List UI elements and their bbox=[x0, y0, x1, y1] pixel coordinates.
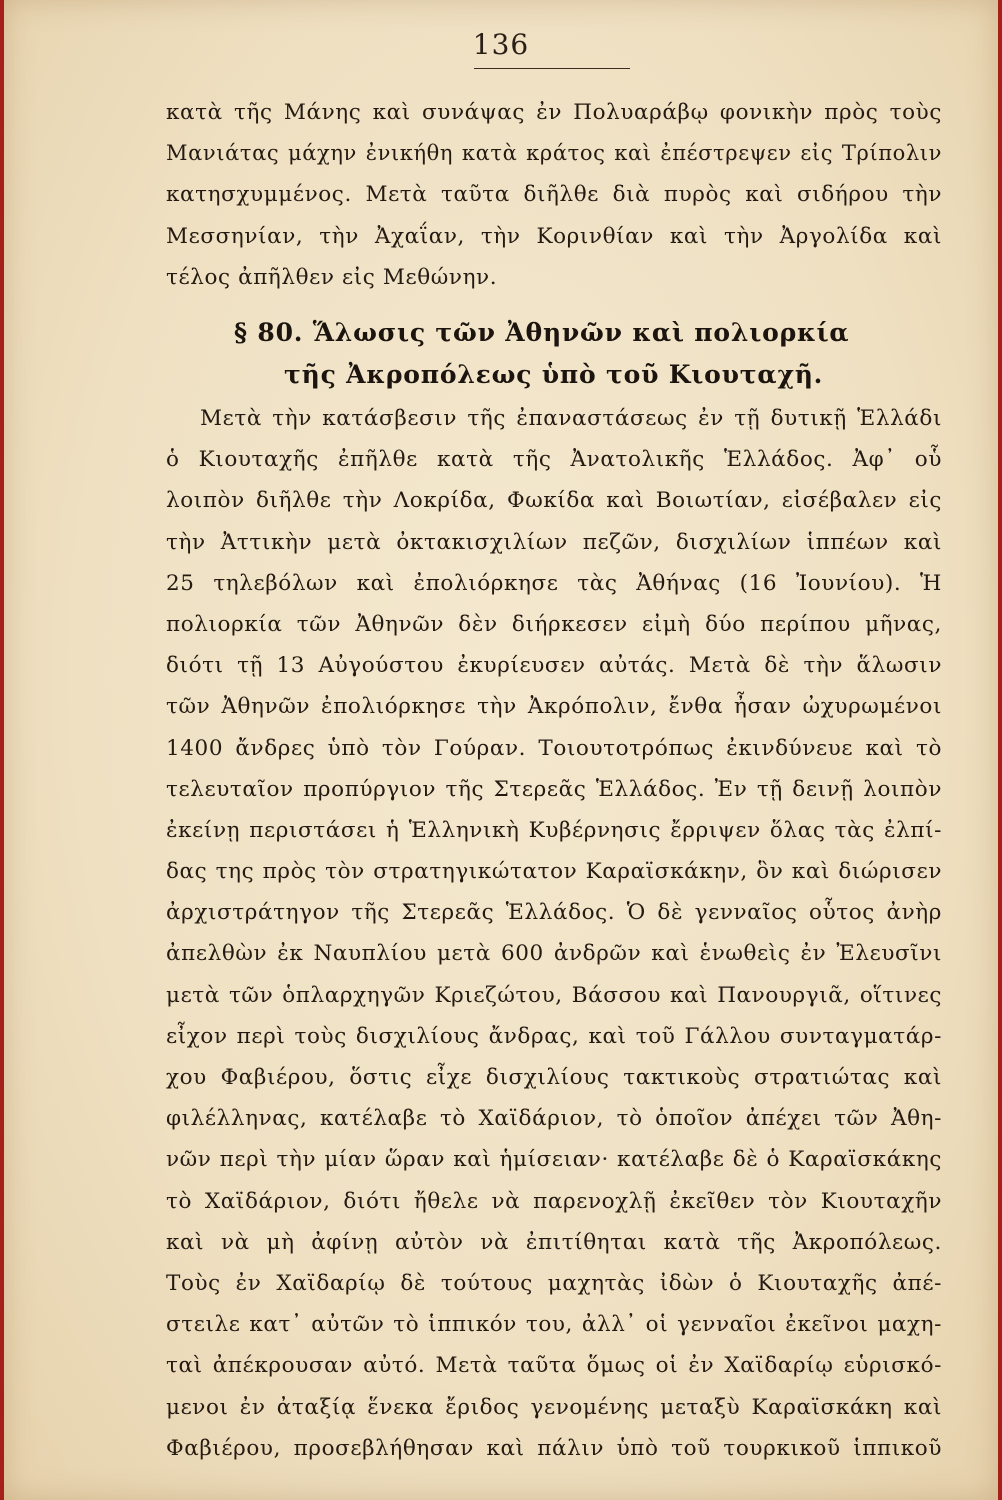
section-heading bbox=[174, 312, 944, 396]
text-line: Μεσσηνίαν, τὴν Ἀχαΐαν, τὴν Κορινθίαν καὶ τὴν Ἀργολίδα καὶ bbox=[166, 223, 942, 249]
text-line: ταὶ ἀπέκρουσαν αὐτό. Μετὰ ταῦτα ὅμως οἱ ἐν Χαϊδαρίῳ εὑρισκό- bbox=[166, 1353, 942, 1379]
text-line: στειλε κατ᾽ αὐτῶν τὸ ἱππικόν του, ἀλλ᾽ οἱ γενναῖοι ἐκεῖνοι μαχη- bbox=[166, 1312, 942, 1338]
text-line: μενοι ἐν ἀταξίᾳ ἕνεκα ἔριδος γενομένης μεταξὺ Καραϊσκάκη καὶ bbox=[166, 1394, 942, 1420]
text-line: Μετὰ τὴν κατάσβεσιν τῆς ἐπαναστάσεως ἐν τῇ δυτικῇ Ἑλλάδι bbox=[200, 406, 942, 431]
header-rule bbox=[474, 68, 630, 69]
text-line: 25 τηλεβόλων καὶ ἐπολιόρκησε τὰς Ἀθήνας (16 Ἰουνίου). Ἡ bbox=[166, 570, 942, 596]
intro-paragraph bbox=[166, 92, 942, 298]
text-line: διότι τῇ 13 Αὐγούστου ἐκυρίευσεν αὐτάς. Μετὰ δὲ τὴν ἅλωσιν bbox=[166, 653, 942, 679]
book-page bbox=[4, 0, 998, 1500]
text-line: νῶν περὶ τὴν μίαν ὥραν καὶ ἡμίσειαν· κατέλαβε δὲ ὁ Καραϊσκάκης bbox=[166, 1147, 942, 1173]
text-line: Μανιάτας μάχην ἐνικήθη κατὰ κράτος καὶ ἐπέστρεψεν εἰς Τρίπολιν bbox=[166, 141, 942, 166]
text-line: εἶχον περὶ τοὺς δισχιλίους ἄνδρας, καὶ τοῦ Γάλλου συνταγματάρ- bbox=[166, 1023, 942, 1049]
text-line: ἀρχιστράτηγον τῆς Στερεᾶς Ἑλλάδος. Ὁ δὲ γενναῖος οὗτος ἀνὴρ bbox=[166, 900, 942, 926]
text-line: καὶ νὰ μὴ ἀφίνῃ αὐτὸν νὰ ἐπιτίθηται κατὰ τῆς Ἀκροπόλεως. bbox=[166, 1229, 942, 1255]
page-number: 136 bbox=[472, 28, 530, 61]
text-line: τέλος ἀπῆλθεν εἰς Μεθώνην. bbox=[166, 264, 498, 290]
text-line: ἐκείνῃ περιστάσει ἡ Ἑλληνικὴ Κυβέρνησις ἔρριψεν ὅλας τὰς ἐλπί- bbox=[166, 817, 942, 843]
text-line: τὴν Ἀττικὴν μετὰ ὀκτακισχιλίων πεζῶν, δισχιλίων ἱππέων καὶ bbox=[166, 529, 942, 555]
text-line: ἀπελθὼν ἐκ Ναυπλίου μετὰ 600 ἀνδρῶν καὶ ἑνωθεὶς ἐν Ἐλευσῖνι bbox=[166, 941, 942, 967]
heading-line: τῆς Ἀκροπόλεως ὑπὸ τοῦ Κιουταχῆ. bbox=[284, 360, 824, 389]
text-line: μετὰ τῶν ὁπλαρχηγῶν Κριεζώτου, Βάσσου καὶ Πανουργιᾶ, οἵτινες bbox=[166, 982, 942, 1008]
text-line: κατὰ τῆς Μάνης καὶ συνάψας ἐν Πολυαράβῳ φονικὴν πρὸς τοὺς bbox=[166, 100, 942, 125]
text-line: δας της πρὸς τὸν στρατηγικώτατον Καραϊσκάκην, ὃν καὶ διώρισεν bbox=[166, 859, 942, 885]
text-line: κατησχυμμένος. Μετὰ ταῦτα διῆλθε διὰ πυρὸς καὶ σιδήρου τὴν bbox=[166, 182, 942, 208]
text-line: τῶν Ἀθηνῶν ἐπολιόρκησε τὴν Ἀκρόπολιν, ἔνθα ἦσαν ὠχυρωμένοι bbox=[166, 694, 942, 720]
text-line: Φαβιέρου, προσεβλήθησαν καὶ πάλιν ὑπὸ τοῦ τουρκικοῦ ἱππικοῦ bbox=[166, 1435, 942, 1461]
text-line: λοιπὸν διῆλθε τὴν Λοκρίδα, Φωκίδα καὶ Βοιωτίαν, εἰσέβαλεν εἰς bbox=[166, 488, 942, 514]
text-line: πολιορκία τῶν Ἀθηνῶν δὲν διήρκεσεν εἰμὴ δύο περίπου μῆνας, bbox=[166, 611, 942, 637]
text-line: χου Φαβιέρου, ὅστις εἶχε δισχιλίους τακτικοὺς στρατιώτας καὶ bbox=[166, 1065, 942, 1090]
body-paragraph bbox=[166, 398, 942, 1469]
text-line: Τοὺς ἐν Χαϊδαρίῳ δὲ τούτους μαχητὰς ἰδὼν ὁ Κιουταχῆς ἀπέ- bbox=[166, 1270, 942, 1296]
text-line: ὁ Κιουταχῆς ἐπῆλθε κατὰ τῆς Ἀνατολικῆς Ἑλλάδος. Ἀφ᾽ οὗ bbox=[166, 447, 942, 473]
text-line: τὸ Χαϊδάριον, διότι ἤθελε νὰ παρενοχλῇ ἐκεῖθεν τὸν Κιουταχῆν bbox=[166, 1188, 942, 1214]
heading-line: § 80. Ἅλωσις τῶν Ἀθηνῶν καὶ πολιορκία bbox=[234, 318, 850, 347]
text-line: φιλέλληνας, κατέλαβε τὸ Χαϊδάριον, τὸ ὁποῖον ἀπέχει τῶν Ἀθη- bbox=[166, 1106, 942, 1132]
text-line: 1400 ἄνδρες ὑπὸ τὸν Γούραν. Τοιουτοτρόπως ἐκινδύνευε καὶ τὸ bbox=[166, 735, 942, 761]
text-line: τελευταῖον προπύργιον τῆς Στερεᾶς Ἑλλάδος. Ἐν τῇ δεινῇ λοιπὸν bbox=[166, 776, 942, 802]
